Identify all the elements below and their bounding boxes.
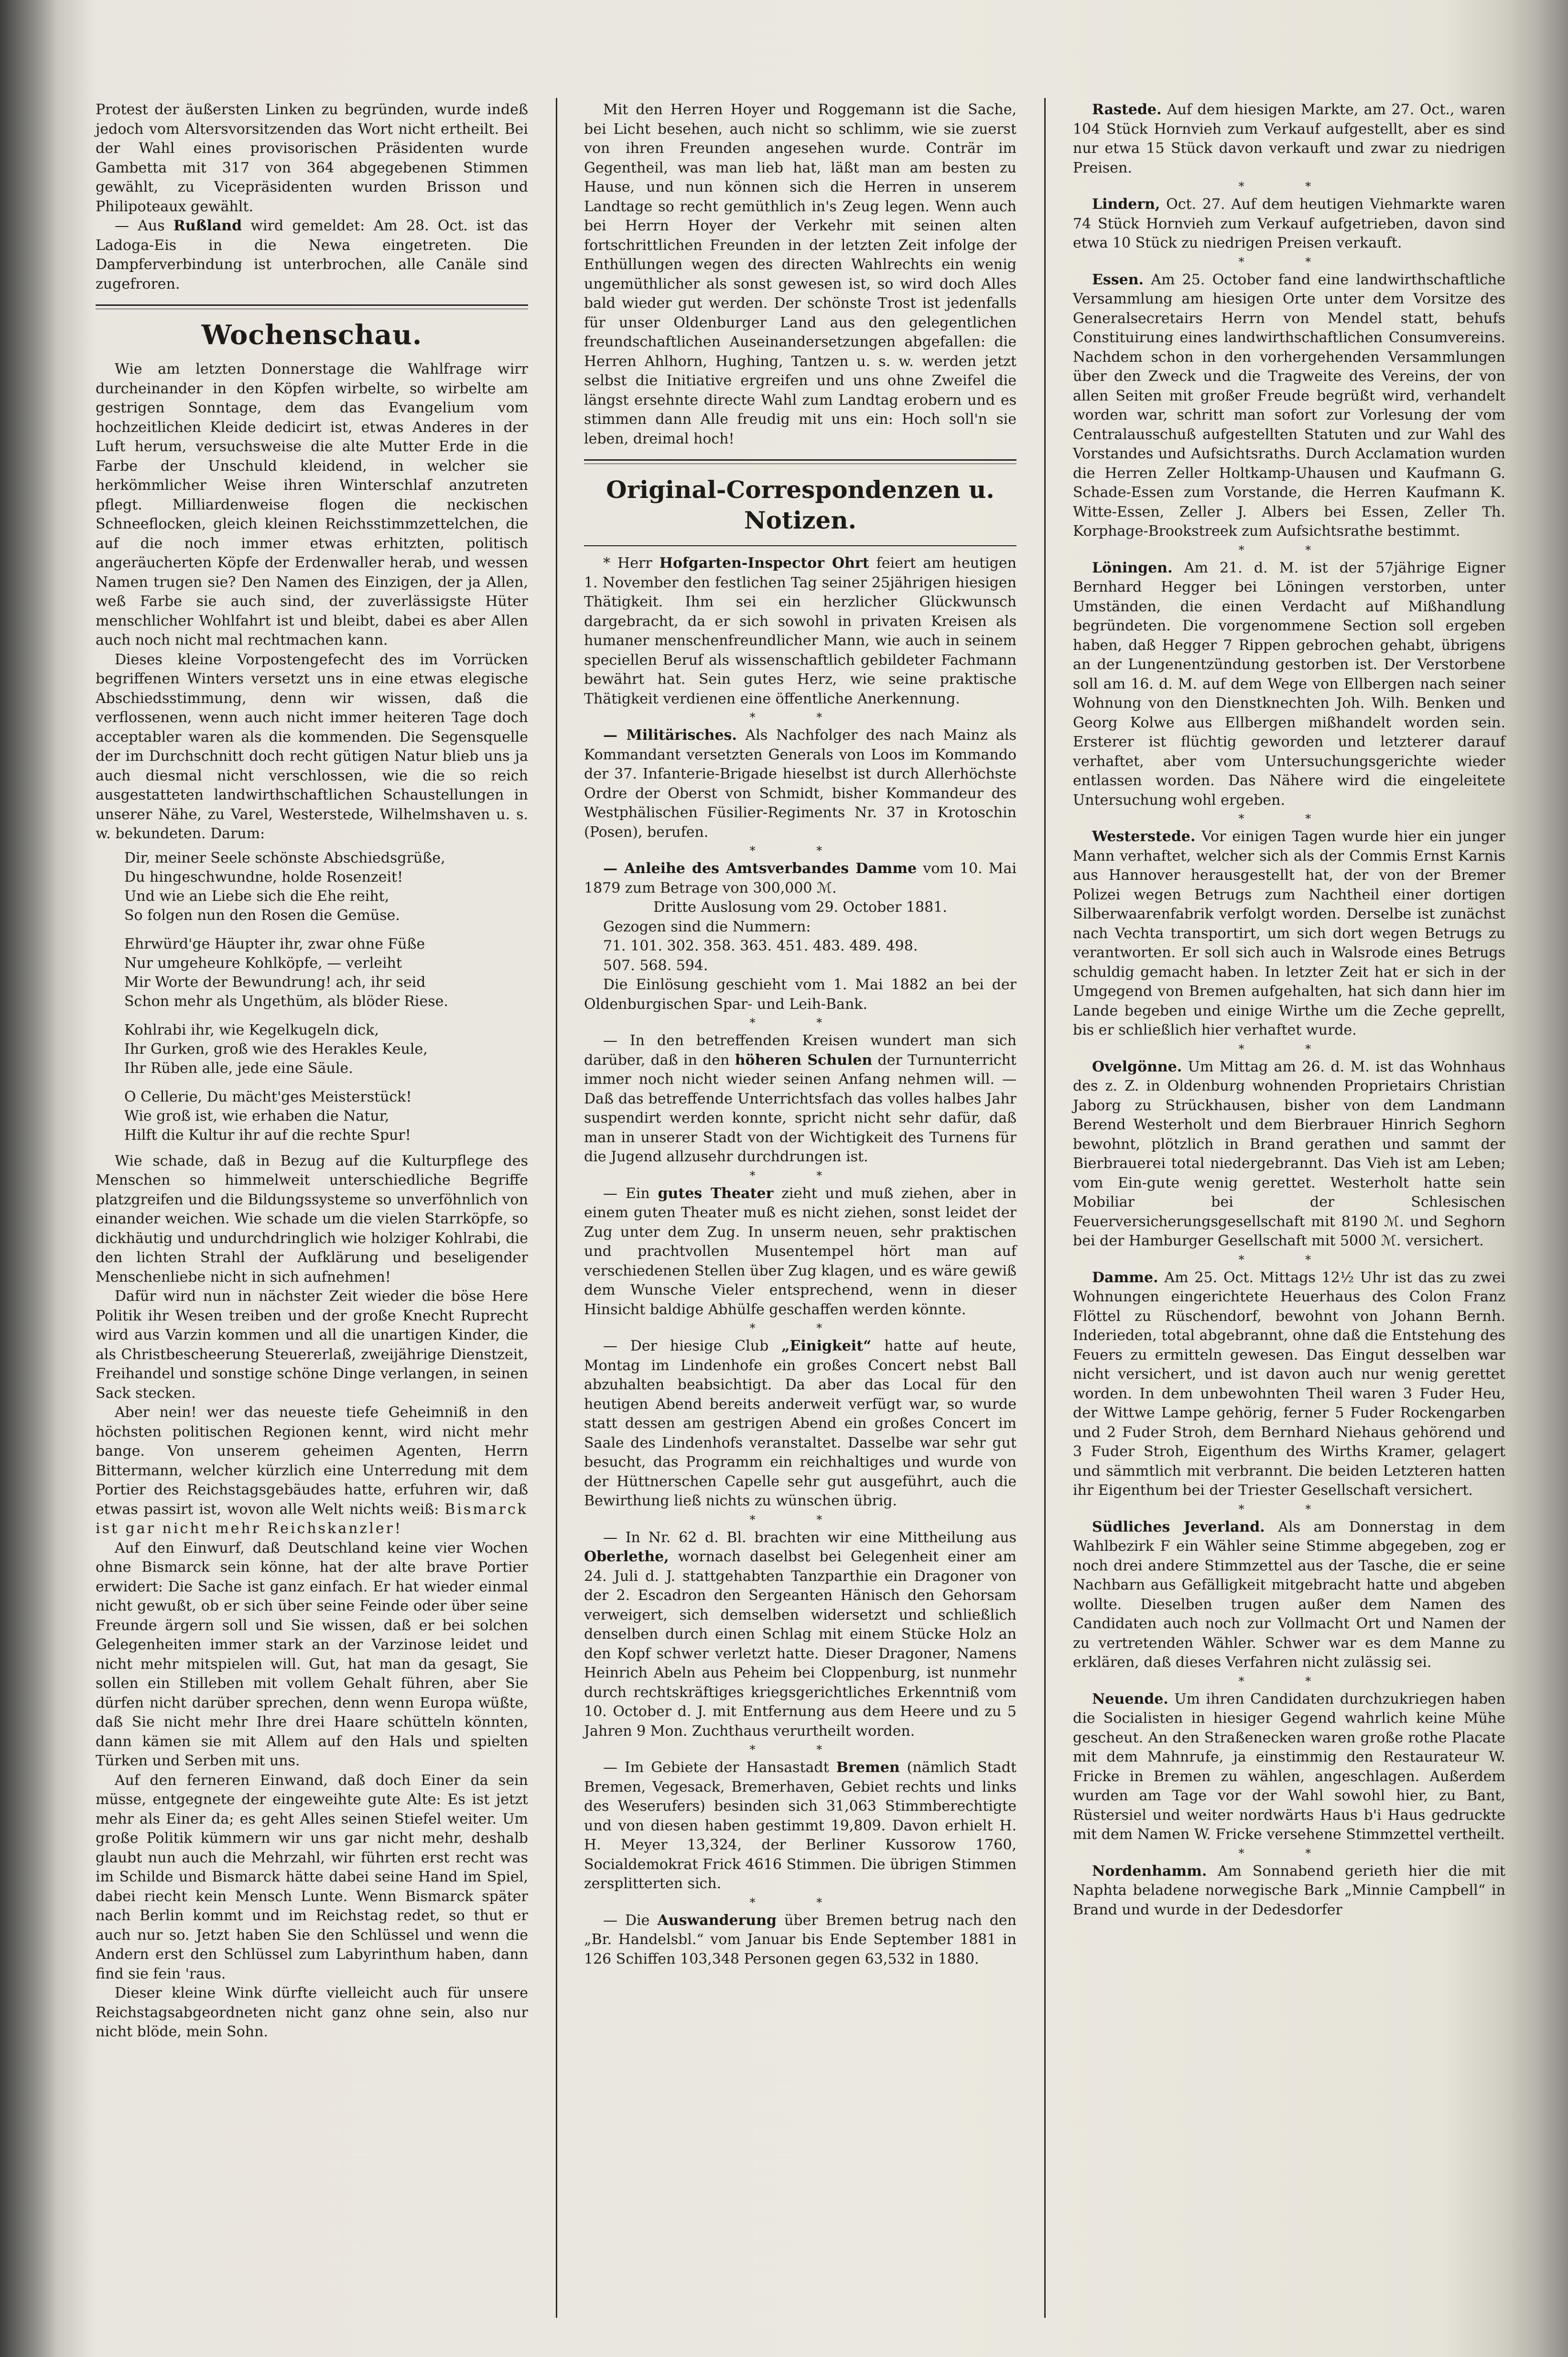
separator-asterisks: * * bbox=[1238, 812, 1340, 825]
separator-asterisks: * * bbox=[1238, 255, 1340, 269]
article-rastede: Rastede. Auf dem hiesigen Markte, am 27. Oct., waren 104 Stück Hornvieh zum Verkauf aufgestellt, aber es sind nur etwa 15 Stück davon verkauft und zwar zu niedrigen Preisen. bbox=[1073, 101, 1505, 176]
paragraph: Wie schade, daß in Bezug auf die Kulturpflege des Menschen so himmelweit unterschiedliche Begriffe platzgreifen und die Bildungssysteme so unverföhnlich von einander weichen. Wie schade um die vielen Starrköpfe, so dickhäutig und undurchdringlich wie holziger Kohlrabi, die den lichten Strahl der Aufklärung und beseligender Menschenliebe nicht in sich aufnehmen! bbox=[96, 1152, 528, 1286]
separator-asterisks: * * bbox=[1238, 543, 1340, 557]
separator-asterisks: * * bbox=[749, 1016, 851, 1029]
article-anleihe: — Anleihe des Amtsverbandes Damme vom 10. Mai 1879 zum Betrage von 300,000 ℳ. bbox=[584, 860, 1016, 897]
paragraph: Wie am letzten Donnerstage die Wahlfrage wirr durcheinander in den Köpfen wirbelte, so wirbelte am gestrigen Sonntage, dem das Evangelium vom hochzeitlichen Kleide dedicirt ist, etwas Anderes in der Luft herum, versuchsweise die alte Mutter Erde in die Farbe der Unschuld kleidend, in welcher sie herkömmlicher Weise ihren Winterschlaf anzutreten pflegt. Milliardenweise flogen die neckischen Schneeflocken, gleich kleinen Reichsstimmzettelchen, die auf die noch immer etwas erhitzten, politisch angeräucherten Köpfe der Erdenwaller herab, und wessen Namen trugen sie? Den Namen des Einzigen, der ja Allen, weß Farbe sie auch sind, der zuverlässigste Hüter menschlicher Wohlfahrt ist und bleibt, dabei es aber Allen auch noch nicht mal rechtmachen kann. bbox=[96, 361, 528, 649]
section-title-correspondenzen: Original-Correspondenzen u. Notizen. bbox=[606, 476, 995, 534]
paragraph: Dafür wird nun in nächster Zeit wieder die böse Here Politik ihr Wesen treiben und der große Knecht Ruprecht wird aus Varzin kommen und all die unartigen Kinder, die als Christbescheerung Steuererlaß, zweijährige Dienstzeit, Freihandel und sonstige schöne Dinge verlangen, in seinen Sack stecken. bbox=[96, 1288, 528, 1402]
anleihe-numbers: 507. 568. 594. bbox=[603, 957, 708, 974]
article-suedliches-jeverland: Südliches Jeverland. Als am Donnerstag in dem Wahlbezirk F ein Wähler seine Stimme abgegeben, zog er noch drei andere Stimmzettel aus der Tasche, die er seine Nachbarn aus Gefälligkeit mitgebracht hatte und abgeben wollte. Dieselben trugen außer dem Namen des Candidaten auch noch zur Vollmacht Ort und Namen der zu vertretenden Wähler. Schwer war es dem Manne zu erklären, daß dieses Verfahren nicht zulässig sei. bbox=[1073, 1518, 1505, 1671]
separator-asterisks: * * bbox=[749, 844, 851, 857]
separator-asterisks: * * bbox=[1238, 1846, 1340, 1860]
poem-line: Schon mehr als Ungethüm, als blöder Riese. bbox=[124, 993, 448, 1010]
poem-line: Dir, meiner Seele schönste Abschiedsgrüße, bbox=[124, 849, 445, 866]
article-lindern: Lindern, Oct. 27. Auf dem heutigen Viehmarkte waren 74 Stück Hornvieh zum Verkauf aufgetrieben, davon sind etwa 10 Stück zu niedrigen Preisen verkauft. bbox=[1073, 196, 1505, 251]
column-1 bbox=[96, 100, 528, 2042]
anleihe-numbers: 71. 101. 302. 358. 363. 451. 483. 489. 498. bbox=[603, 938, 918, 954]
article-einigkeit: — Der hiesige Club „Einigkeit“ hatte auf heute, Montag im Lindenhofe ein großes Concert nebst Ball abzuhalten beabsichtigt. Da aber das Local für den heutigen Abend bereits anderweit verfügt war, so wurde statt dessen am gestrigen Abend ein großes Concert im Saale des Lindenhofs veranstaltet. Dasselbe war sehr gut besucht, das Programm ein reichhaltiges und wurde von der Hüttnerschen Capelle sehr gut ausgeführt, auch die Bewirthung ließ nichts zu wünschen übrig. bbox=[584, 1338, 1017, 1509]
page-edge bbox=[1535, 0, 1568, 2357]
column-separator bbox=[556, 98, 557, 2318]
article-essen: Essen. Am 25. October fand eine landwirthschaftliche Versammlung am hiesigen Orte unter dem Vorsitze des Generalsecretairs Herrn von Mendel statt, behufs Constituirung eines landwirthschaftlichen Consumvereins. Nachdem schon in den vorhergehenden Versammlungen über den Zweck und die Tragweite des Vereins, der von allen Seiten mit großer Freude begrüßt wird, verhandelt worden war, schritt man sofort zur Vorlesung der vom Centralausschuß aufgestellten Statuten und zur Wahl des Vorstandes und Aufsichtsraths. Durch Acclamation wurden die Herren Zeller Holtkamp-Uhausen und Kaufmann G. Schade-Essen zum Vorstande, die Herren Kaufmann K. Witte-Essen, Zeller J. Albers bei Essen, Zeller Th. Korphage-Brookstreek zum Aufsichtsrathe bestimmt. bbox=[1073, 271, 1505, 540]
article-ovelgoenne: Ovelgönne. Um Mittag am 26. d. M. ist das Wohnhaus des z. Z. in Oldenburg wohnenden Proprietairs Christian Jaborg zu Strückhausen, bisher von dem Landmann Berend Westerholt und dem Bierbrauer Hinrich Seghorn bewohnt, plötzlich in Brand gerathen und sammt der Bierbrauerei total niedergebrannt. Das Vieh ist am Leben; vom Ein-gute wenig gerettet. Westerholt hatte sein Mobiliar bei der Schlesischen Feuerversicherungsgesellschaft mit 8190 ℳ. und Seghorn bei der Hamburger Gesellschaft mit 5000 ℳ. versichert. bbox=[1073, 1058, 1505, 1249]
spaced-emphasis: Bismarck ist gar nicht mehr Reichskanzler! bbox=[96, 1501, 528, 1537]
poem-line: Hilft die Kultur ihr auf die rechte Spur! bbox=[124, 1126, 411, 1144]
newspaper-page bbox=[96, 72, 1525, 2327]
article-damme: Damme. Am 25. Oct. Mittags 12½ Uhr ist das zu zwei Wohnungen eingerichtete Heuerhaus des Colon Franz Flöttel zu Rüschendorf, bewohnt von Johann Bernh. Inderieden, total abgebrannt, ohne daß die Entstehung des Feuers zu ermitteln gewesen. Das Eingut desselben war nicht versichert, und ist davon auch nur wenig gerettet worden. In dem unbewohnten Theil waren 3 Fuder Heu, der Wittwe Lampe gehörig, ferner 5 Fuder Rockengarben und 2 Fuder Stroh, dem Bernhard Niehaus gehörend und 3 Fuder Stroh, Eigenthum des Wirths Kramer, gelagert und sämmtlich mit verbrannt. Die beiden Letzteren hatten ihr Eigenthum bei der Triester Gesellschaft versichert. bbox=[1073, 1269, 1505, 1499]
section-rule bbox=[96, 304, 528, 309]
separator-asterisks: * * bbox=[749, 1743, 851, 1756]
article-intro: Protest der äußersten Linken zu begründen, wurde indeß jedoch vom Altersvorsitzenden das Wort nicht ertheilt. Bei der Wahl eines provisorischen Präsidenten wurde Gambetta mit 317 von 364 abgegebenen Stimmen gewählt, zu Vicepräsidenten wurden Brisson und Philipoteaux gewählt. bbox=[96, 101, 528, 215]
article-militaerisches: — Militärisches. Als Nachfolger des nach Mainz als Kommandant versetzten Generals von Loos im Kommando der 37. Infanterie-Brigade hieselbst ist durch Allerhöchste Ordre der Oberst von Schmidt, bisher Kommandeur des Westphälischen Füsilier-Regiments Nr. 37 in Krotoschin (Posen), berufen. bbox=[584, 727, 1017, 841]
paragraph: Dieses kleine Vorpostengefecht des im Vorrücken begriffenen Winters versetzt uns in eine etwas elegische Abschiedsstimmung, denn wir wissen, daß die verflossenen, wenn auch nicht immer heiteren Tage doch acceptabler waren als die kommenden. Die Segensquelle der im Durchschnitt doch recht gütigen Natur blieb uns ja auch diesmal nicht verschlossen, wie die so reich ausgestatteten landwirthschaftlichen Schaustellungen in unserer Nähe, zu Varel, Westerstede, Wilhelmshaven u. s. w. bekundeten. Darum: bbox=[96, 651, 528, 842]
paragraph: Mit den Herren Hoyer und Roggemann ist die Sache, bei Licht besehen, auch nicht so schlimm, wie sie zuerst von ihren Freunden angesehen wurde. Conträr im Gegentheil, was man lieb hat, läßt man am besten zu Hause, und nun können sich die Herren in unserem Landtage so recht gemüthlich in's Zeug legen. Wenn auch bei Herrn Hoyer der Verkehr mit seinen alten fortschrittlichen Freunden in der letzten Zeit infolge der Enthüllungen wegen des directen Wahlrechts ein wenig ungemüthlicher als sonst gewesen ist, so wird doch Alles bald wieder gut werden. Der schönste Trost ist jedenfalls für unser Oldenburger Land aus den gelegentlichen freundschaftlichen Auseinandersetzungen abgefallen: die Herren Ahlhorn, Hughing, Tantzen u. s. w. werden jetzt selbst die Initiative ergreifen und uns ohne Zweifel die längst ersehnte directe Wahl zum Landtag erobern und es stimmen dann Alle freudig mit uns ein: Hoch soll'n sie leben, dreimal hoch! bbox=[584, 101, 1016, 447]
poem-line: So folgen nun den Rosen die Gemüse. bbox=[124, 907, 400, 924]
poem-line: Ihr Rüben alle, jede eine Säule. bbox=[124, 1060, 353, 1077]
paragraph: Auf den ferneren Einwand, daß doch Einer da sein müsse, entgegnete der eingeweihte gute Alte: Es ist jetzt mehr als Einer da; es geht Alles seinen Stiefel weiter. Um große Politik kümmern wir uns gar nicht mehr, deshalb glaubt nun auch die Mehrzahl, wir führten erst recht was im Schilde und Bismarck hätte dabei seine Hand im Spiel, dabei riecht kein Mensch Lunte. Wenn Bismarck später nach Berlin kommt und im Reichstag redet, so thut er auch nur so. Jetzt haben Sie den Schlüssel und wenn die Andern erst den Schlüssel zum Labyrinthum haben, dann find sie fein 'raus. bbox=[96, 1772, 528, 1982]
article-westerstede: Westerstede. Vor einigen Tagen wurde hier ein junger Mann verhaftet, welcher sich als der Commis Ernst Karnis aus Hannover herausgestellt hat, der von der Bremer Polizei wegen Betrugs zum Nachtheil einer dortigen Silberwaarenfabrik verfolgt worden. Derselbe ist zunächst nach Vechta transportirt, um sich dort wegen Betrugs zu verantworten. Er soll sich auch in Walsrode eines Betrugs schuldig gemacht haben. In letzter Zeit hat er sich in der Umgegend von Bremen aufgehalten, hat sich dann hier im Lande begeben und einige Wirthe um die Zeche geprellt, bis er schließlich hier verhaftet wurde. bbox=[1073, 828, 1505, 1038]
article-schulen: — In den betreffenden Kreisen wundert man sich darüber, daß in den höheren Schulen der Turnunterricht immer noch nicht wieder seinen Anfang nehmen will. — Daß das betreffende Unterrichtsfach das volles halbes Jahr suspendirt werden konnte, spricht nicht sehr dafür, daß man in unserer Stadt von der Wichtigkeit des Turnens für die Jugend allzusehr durchdrungen ist. bbox=[584, 1032, 1016, 1165]
column-separator bbox=[1044, 98, 1046, 2318]
poem-line: Ehrwürd'ge Häupter ihr, zwar ohne Füße bbox=[124, 935, 425, 952]
separator-asterisks: * * bbox=[749, 711, 851, 724]
separator-asterisks: * * bbox=[1238, 180, 1340, 193]
separator-asterisks: * * bbox=[1238, 1502, 1340, 1516]
separator-asterisks: * * bbox=[1238, 1674, 1340, 1688]
separator-asterisks: * * bbox=[749, 1168, 851, 1182]
column-2 bbox=[584, 100, 1016, 1969]
poem-line: Mir Worte der Bewundrung! ach, ihr seid bbox=[124, 973, 426, 991]
separator-asterisks: * * bbox=[749, 1513, 851, 1526]
stanza-gap bbox=[124, 1078, 528, 1088]
poem-line: O Cellerie, Du mächt'ges Meisterstück! bbox=[124, 1088, 412, 1105]
paragraph: Aber nein! wer das neueste tiefe Geheimniß in den höchsten politischen Regionen kennt, wird nicht mehr bange. Von unserem geheimen Agenten, Herrn Bittermann, welcher kürzlich eine Unterredung mit dem Portier des Reichstagsgebäudes hatte, erfuhren wir, daß etwas passirt ist, wovon alle Welt nichts weiß: Bismarck ist gar nicht mehr Reichskanzler! bbox=[96, 1404, 528, 1537]
anleihe-line: Die Einlösung geschieht vom 1. Mai 1882 an bei der Oldenburgischen Spar- und Leih-Bank. bbox=[584, 976, 1016, 1013]
stanza-gap bbox=[124, 925, 528, 935]
paragraph: Auf den Einwurf, daß Deutschland keine vier Wochen ohne Bismarck sein könne, hat der alte brave Portier erwidert: Die Sache ist ganz einfach. Er hat wieder einmal nicht gewußt, ob er sich über seine Feinde oder über seine Freunde ärgern soll und Sie wissen, daß er bei solchen Gelegenheiten immer stark an der Varzinose leidet und nicht mehr mitspielen will. Gut, hat man da gesagt, Sie sollen ein Stilleben mit vollem Gehalt führen, aber Sie dürfen nicht darüber sprechen, denn wenn Europa wüßte, daß Sie nicht mehr Ihre drei Haare schütteln könnten, dann kämen sie mit Allem auf den Hals und spielten Türken und Serben mit uns. bbox=[96, 1539, 528, 1769]
poem-line: Nur umgeheure Kohlköpfe, — verleiht bbox=[124, 954, 402, 972]
poem bbox=[124, 849, 528, 1145]
section-rule bbox=[584, 545, 1016, 546]
article-ohrt: * Herr Hofgarten-Inspector Ohrt feiert am heutigen 1. November den festlichen Tag seiner 25jährigen hiesigen Thätigkeit. Ihm sei ein herzlicher Glückwunsch dargebracht, da er sich sowohl in privaten Kreisen als humaner menschenfreundlicher Mann, wie auch in seinem speciellen Beruf als wissenschaftlich gebildeter Fachmann bewährt hat. Sein gutes Herz, wie seine praktische Thätigkeit verdienen eine öffentliche Anerkennung. bbox=[584, 555, 1016, 707]
poem-line: Kohlrabi ihr, wie Kegelkugeln dick, bbox=[124, 1021, 379, 1038]
article-nordenhamm: Nordenhamm. Am Sonnabend gerieth hier die mit Naphta beladene norwegische Bark „Minnie Campbell“ in Brand und wurde in der Dedesdorfer bbox=[1073, 1862, 1505, 1918]
poem-line: Du hingeschwundne, holde Rosenzeit! bbox=[124, 868, 403, 886]
column-3 bbox=[1073, 100, 1505, 1920]
article-neuende: Neuende. Um ihren Candidaten durchzukriegen haben die Socialisten in hiesiger Gegend wahrlich keine Mühe gescheut. An den Straßenecken waren große rothe Placate mit dem Mahnrufe, ja einstimmig den Restaurateur W. Fricke in Bremen zu wählen, angeschlagen. Außerdem wurden am Tage vor der Wahl sowohl hier, zu Bant, Rüstersiel und weiter nordwärts Haus b'i Haus gedruckte mit dem Namen W. Fricke versehene Stimmzettel vertheilt. bbox=[1073, 1690, 1505, 1843]
article-loeningen: Löningen. Am 21. d. M. ist der 57jährige Eigner Bernhard Hegger bei Löningen verstorben, unter Umständen, die einen Verdacht auf Mißhandlung begründeten. Die vorgenommene Section soll ergeben haben, daß Hegger 7 Rippen gebrochen gehabt, übrigens an der Lungenentzündung gestorben ist. Der Verstorbene soll am 16. d. M. auf dem Wege von Ellbergen nach seiner Wohnung von den Dienstknechten Joh. Wilh. Benken und Georg Kolwe aus Ellbergen mißhandelt worden sein. Ersterer ist flüchtig geworden und letzterer darauf verhaftet, aber vom Untersuchungsgerichte wieder entlassen worden. Das Nähere wird die eingeleitete Untersuchung wohl ergeben. bbox=[1073, 559, 1505, 809]
separator-asterisks: * * bbox=[749, 1895, 851, 1909]
article-theater: — Ein gutes Theater zieht und muß ziehen, aber in einem guten Theater muß es nicht ziehen, sonst leidet der Zug unter dem Zug. In unserm neuen, sehr praktischen und prachtvollen Musentempel hört man auf verschiedenen Stellen über Zug klagen, und es wäre gewiß dem Wunsche Vieler entsprechend, wenn in dieser Hinsicht baldige Abhülfe geschaffen werden könnte. bbox=[584, 1185, 1016, 1318]
poem-line: Und wie an Liebe sich die Ehe reiht, bbox=[124, 887, 389, 905]
poem-line: Wie groß ist, wie erhaben die Natur, bbox=[124, 1107, 389, 1124]
separator-asterisks: * * bbox=[749, 1321, 851, 1335]
anleihe-line: Gezogen sind die Nummern: bbox=[603, 918, 811, 935]
separator-asterisks: * * bbox=[1238, 1253, 1340, 1266]
paragraph: Dieser kleine Wink dürfte vielleicht auch für unsere Reichstagsabgeordneten nicht ganz ohne sein, also nur nicht blöde, mein Sohn. bbox=[96, 1985, 528, 2040]
anleihe-line: Dritte Auslosung vom 29. October 1881. bbox=[653, 899, 947, 916]
article-russland: — Aus Rußland wird gemeldet: Am 28. Oct. ist das Ladoga-Eis in die Newa eingetreten. Die Dampferverbindung ist unterbrochen, alle Canäle sind zugefroren. bbox=[96, 217, 528, 292]
section-rule bbox=[584, 459, 1016, 464]
stanza-gap bbox=[124, 1011, 528, 1021]
section-title-wochenschau: Wochenschau. bbox=[201, 319, 422, 351]
article-oberlethe: — In Nr. 62 d. Bl. brachten wir eine Mittheilung aus Oberlethe, wornach daselbst bei Gelegenheit einer am 24. Juli d. J. stattgehabten Tanzparthie ein Dragoner von der 2. Escadron den Sergeanten Hänisch den Gehorsam verweigert, sich demselben widersetzt und schließlich denselben durch einen Schlag mit einem Stücke Holz an den Kopf schwer verletzt hatte. Dieser Dragoner, Namens Heinrich Abeln aus Peheim bei Cloppenburg, ist nunmehr durch rechtskräftiges kriegsgerichtliches Erkenntniß vom 10. October d. J. mit Entfernung aus dem Heere und zu 5 Jahren 9 Mon. Zuchthaus verurtheilt worden. bbox=[584, 1529, 1016, 1740]
article-bremen: — Im Gebiete der Hansastadt Bremen (nämlich Stadt Bremen, Vegesack, Bremerhaven, Gebiet rechts und links des Weserufers) besinden sich 31,063 Stimmberechtigte und von diesen haben gestimmt 19,809. Davon erhielt H. H. Meyer 13,324, der Berliner Kussorow 1760, Socialdemokrat Frick 4616 Stimmen. Die übrigen Stimmen zersplitterten sich. bbox=[584, 1759, 1016, 1892]
article-auswanderung: — Die Auswanderung über Bremen betrug nach den „Br. Handelsbl.“ vom Januar bis Ende September 1881 in 126 Schiffen 103,348 Personen gegen 63,532 in 1880. bbox=[584, 1912, 1017, 1968]
separator-asterisks: * * bbox=[1238, 1042, 1340, 1056]
poem-line: Ihr Gurken, groß wie des Herakles Keule, bbox=[124, 1040, 428, 1058]
